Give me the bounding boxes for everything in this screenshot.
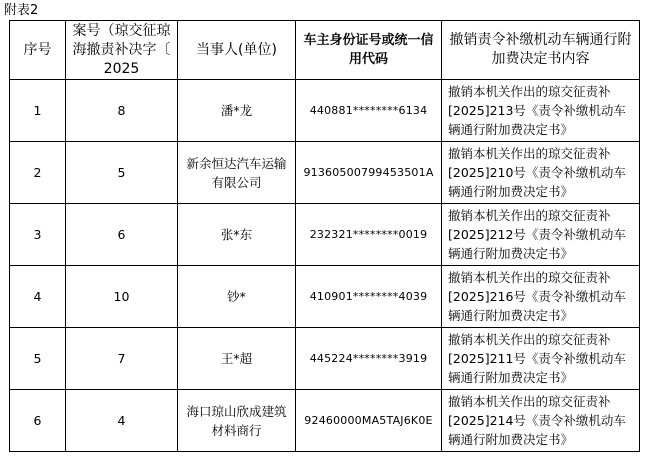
header-case-no: 案号（琼交征琼海撤责补决字〔 2025 xyxy=(66,21,178,80)
cell-id-code: 232321********0019 xyxy=(296,204,442,266)
cell-seq: 3 xyxy=(10,204,66,266)
header-id-code: 车主身份证号或统一信用代码 xyxy=(296,21,442,80)
cell-id-code: 445224********3919 xyxy=(296,328,442,390)
table-caption: 附表2 xyxy=(4,3,39,18)
cell-seq: 4 xyxy=(10,266,66,328)
cell-seq: 1 xyxy=(10,80,66,142)
cell-case-no: 4 xyxy=(66,390,178,452)
table-row xyxy=(10,204,640,266)
header-row xyxy=(10,21,640,80)
cell-case-no: 8 xyxy=(66,80,178,142)
table-row xyxy=(10,266,640,328)
cell-id-code: 92460000MA5TAJ6K0E xyxy=(296,390,442,452)
table-row xyxy=(10,390,640,452)
cell-case-no: 5 xyxy=(66,142,178,204)
cell-case-no: 7 xyxy=(66,328,178,390)
cell-content: 撤销本机关作出的琼交征责补[2025]211号《责令补缴机动车辆通行附加费决定书》 xyxy=(442,328,640,390)
cell-content: 撤销本机关作出的琼交征责补[2025]213号《责令补缴机动车辆通行附加费决定书》 xyxy=(442,80,640,142)
cell-id-code: 91360500799453501A xyxy=(296,142,442,204)
table-row xyxy=(10,328,640,390)
cell-party: 张*东 xyxy=(178,204,296,266)
revocation-table xyxy=(9,20,640,452)
cell-content: 撤销本机关作出的琼交征责补[2025]212号《责令补缴机动车辆通行附加费决定书》 xyxy=(442,204,640,266)
cell-content: 撤销本机关作出的琼交征责补[2025]214号《责令补缴机动车辆通行附加费决定书》 xyxy=(442,390,640,452)
cell-party: 新余恒达汽车运输有限公司 xyxy=(178,142,296,204)
header-seq: 序号 xyxy=(10,21,66,80)
cell-party: 海口琼山欣成建筑材料商行 xyxy=(178,390,296,452)
cell-seq: 2 xyxy=(10,142,66,204)
cell-content: 撤销本机关作出的琼交征责补[2025]216号《责令补缴机动车辆通行附加费决定书》 xyxy=(442,266,640,328)
cell-case-no: 6 xyxy=(66,204,178,266)
cell-seq: 6 xyxy=(10,390,66,452)
cell-case-no: 10 xyxy=(66,266,178,328)
cell-id-code: 440881********6134 xyxy=(296,80,442,142)
cell-seq: 5 xyxy=(10,328,66,390)
cell-id-code: 410901********4039 xyxy=(296,266,442,328)
cell-party: 钞* xyxy=(178,266,296,328)
table-row xyxy=(10,142,640,204)
cell-content: 撤销本机关作出的琼交征责补[2025]210号《责令补缴机动车辆通行附加费决定书》 xyxy=(442,142,640,204)
table-row xyxy=(10,80,640,142)
header-party: 当事人(单位) xyxy=(178,21,296,80)
cell-party: 潘*龙 xyxy=(178,80,296,142)
cell-party: 王*超 xyxy=(178,328,296,390)
header-content: 撤销责令补缴机动车辆通行附加费决定书内容 xyxy=(442,21,640,80)
